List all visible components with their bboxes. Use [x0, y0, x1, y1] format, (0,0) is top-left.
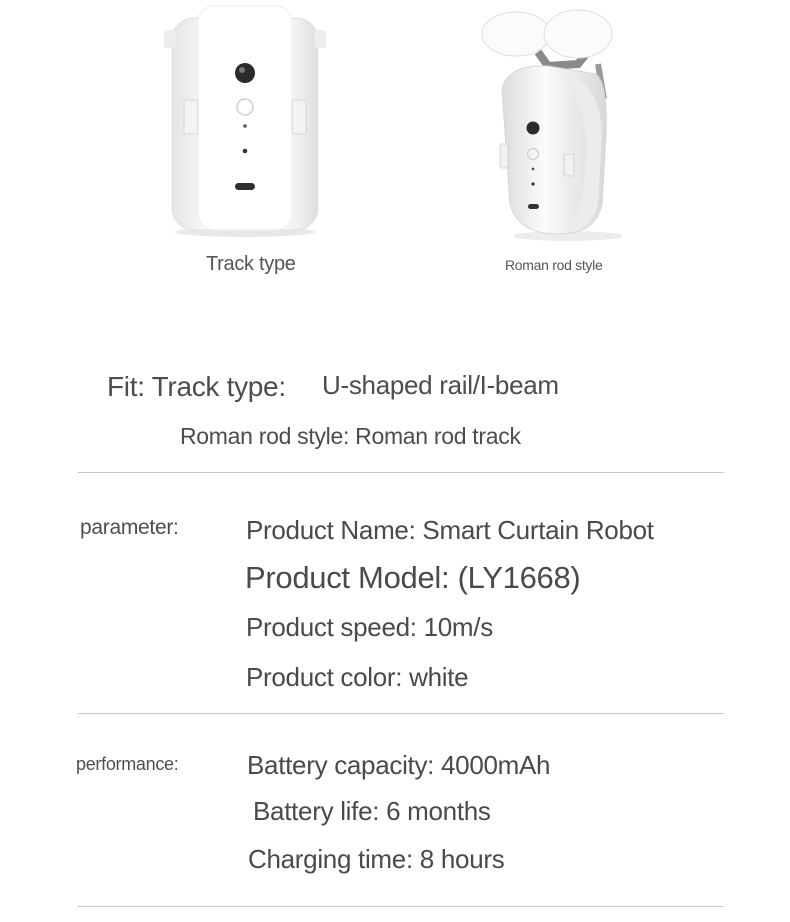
- divider: [78, 472, 724, 473]
- product-speed: Product speed: 10m/s: [246, 612, 493, 642]
- battery-life: Battery life: 6 months: [253, 796, 491, 826]
- parameter-label: parameter:: [80, 516, 179, 539]
- fit-track-value: U-shaped rail/I-beam: [322, 370, 559, 400]
- roman-rod-caption: Roman rod style: [505, 257, 603, 273]
- charging-time: Charging time: 8 hours: [248, 844, 505, 874]
- fit-label: Fit: Track type:: [107, 371, 286, 402]
- product-name: Product Name: Smart Curtain Robot: [246, 515, 654, 545]
- fit-roman-line: Roman rod style: Roman rod track: [180, 423, 521, 449]
- divider: [78, 906, 724, 907]
- divider: [78, 713, 724, 714]
- performance-label: performance:: [76, 754, 179, 774]
- product-color: Product color: white: [246, 662, 469, 692]
- roman-rod-device-image: [478, 4, 634, 242]
- product-model: Product Model: (LY1668): [245, 560, 581, 595]
- track-type-device-image: [160, 0, 330, 240]
- track-type-caption: Track type: [206, 253, 296, 275]
- battery-capacity: Battery capacity: 4000mAh: [247, 750, 551, 780]
